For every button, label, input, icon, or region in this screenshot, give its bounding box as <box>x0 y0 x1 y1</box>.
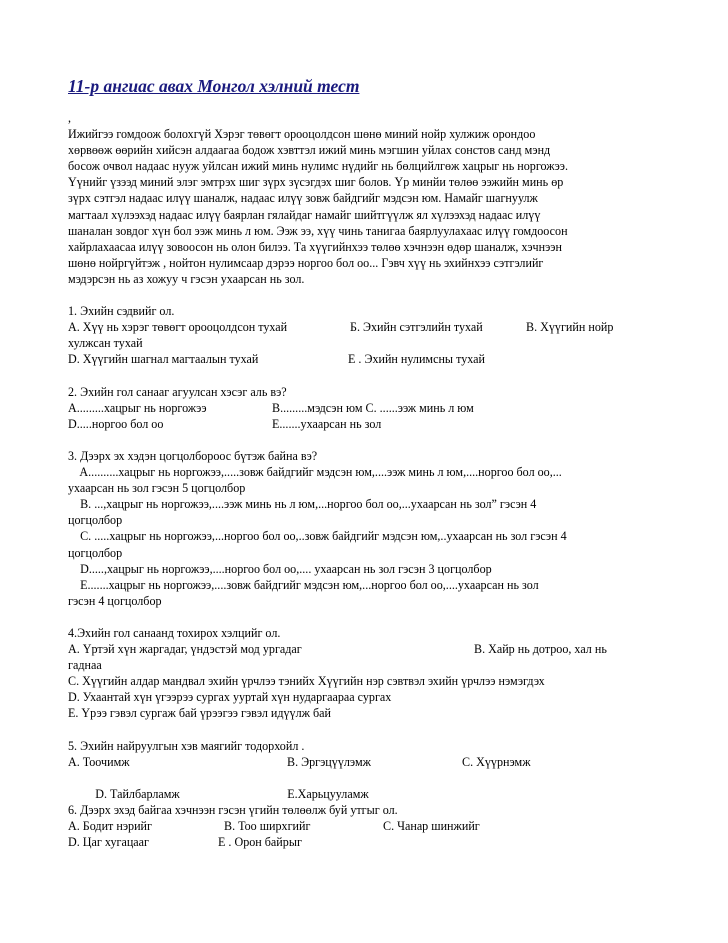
answer-option-e: E. Үрээ гэвэл сургаж бай үрээгээ гэвэл идүүлж бай <box>68 706 331 721</box>
story-line: мэдэрсэн нь аз хожуу ч гэсэн ухаарсан нь зол. <box>68 271 305 286</box>
answer-option-d: D. Тайлбарламж <box>92 786 180 801</box>
answer-line: B. ...,хацрыг нь норгожээ,....ээж минь нь л юм,...норгоо бол оо,...ухаарсан нь зол” гэсэн 4 <box>68 497 537 512</box>
answer-option-d: D. Цаг хугацааг <box>68 835 149 850</box>
answer-option-b: B. Тоо ширхгийг <box>224 819 311 834</box>
question-2 <box>68 384 668 432</box>
answer-option-b: Б. Эхийн сэтгэлийн тухай <box>350 320 483 335</box>
story-line: шаналан зовдог хүн бол ээж минь л юм. Ээж ээ, хүү чинь танигаа баярлуулахаас илүү гомдоосон <box>68 223 568 238</box>
answer-line: ухаарсан нь зол гэсэн 5 цогцолбор <box>68 481 246 496</box>
answer-line: цогцолбор <box>68 545 123 560</box>
question-text: 2. Эхийн гол санааг агуулсан хэсэг аль вэ? <box>68 384 287 399</box>
story-text <box>68 126 668 287</box>
document-body <box>68 110 668 850</box>
answer-option-d: D. Хүүгийн шагнал магтаалын тухай <box>68 352 259 367</box>
question-4 <box>68 625 668 722</box>
question-text: 5. Эхийн найруулгын хэв маягийг тодорхойл . <box>68 738 305 753</box>
answer-line: цогцолбор <box>68 513 123 528</box>
answer-option-d: D.....норгоо бол оо <box>68 416 164 431</box>
question-3 <box>68 448 668 609</box>
answer-option-c: C. Чанар шинжийг <box>383 819 480 834</box>
answer-line: A..........хацрыг нь норгожээ,.....зовж байдгийг мэдсэн юм,....ээж минь л юм,....норгоо бол оо,... <box>68 465 562 480</box>
answer-option-e: E . Орон байрыг <box>218 835 302 850</box>
answer-option-a: A. Тоочимж <box>68 754 130 769</box>
answer-line: E.......хацрыг нь норгожээ,....зовж байдгийг мэдсэн юм,...норгоо бол оо,....ухаарсан нь зол <box>68 577 539 592</box>
answer-option-e: E . Эхийн нулимсны тухай <box>348 352 485 367</box>
story-line: хайрлахаасаа илүү зовоосон нь олон билээ. Та хүүгийнхээ төлөө хэчнээн өдөр шаналж, хэчнээн <box>68 239 562 254</box>
answer-line: гэсэн 4 цогцолбор <box>68 593 162 608</box>
question-text: 3. Дээрх эх хэдэн цогцолбороос бүтэж байна вэ? <box>68 448 318 463</box>
story-line: зүрх сэтгэл надаас илүү шаналж, надаас илүү зовж байдгийг мэдсэн юм. Намайг шагнуулж <box>68 191 538 206</box>
story-line: магтаал хүлээхэд надаас илүү баярлан гялайдаг намайг шийтгүүлж ял хүлээхэд надаас илүү <box>68 207 541 222</box>
answer-option-a: A. Хүү нь хэрэг төвөгт орооцолдсон тухай <box>68 320 288 335</box>
answer-option-c: C. Хүүгийн алдар мандвал эхийн үрчлээ тэнийх Хүүгийн нэр сэвтвэл эхийн үрчлээ нэмэгдэх <box>68 674 545 689</box>
question-text: 6. Дээрх эхэд байгаа хэчнээн гэсэн үгийн төлөөлж буй утгыг ол. <box>68 803 398 818</box>
page-title: 11-р ангиас авах Монгол хэлний тест <box>68 76 360 96</box>
question-text: 4.Эхийн гол санаанд тохирох хэлцийг ол. <box>68 626 281 640</box>
answer-option-b: B. Хайр нь дотроо, хал нь <box>474 642 607 657</box>
answer-option-b-continued: гаднаа <box>68 658 102 673</box>
answer-option-e: E.......ухаарсан нь зол <box>272 416 382 431</box>
stray-comma: , <box>68 111 72 125</box>
answer-option-d: D. Ухаантай хүн үгээрээ сургах ууртай хүн нударгаараа сургах <box>68 690 392 705</box>
answer-line: C. .....хацрыг нь норгожээ,...норгоо бол оо,..зовж байдгийг мэдсэн юм,..ухаарсан нь зол гэсэн 4 <box>68 529 567 544</box>
answer-option-a: A. Үртэй хүн жаргадаг, үндэстэй мод ургадаг <box>68 642 302 657</box>
answer-line: D.....,хацрыг нь норгожээ,....норгоо бол оо,.... ухаарсан нь зол гэсэн 3 цогцолбор <box>68 561 492 576</box>
question-6 <box>68 802 668 850</box>
story-line: Үүнийг үзээд миний элэг эмтрэх шиг зүрх зүсэгдэх шиг болов. Үр минйи төлөө ээжийн минь өр <box>68 175 564 190</box>
story-line: босож очвол надаас нууж уйлсан ижий минь нулимс нүдийг нь бөлцийлгөж хацрыг нь норгожээ. <box>68 159 569 174</box>
answer-option-a: A. Бодит нэрийг <box>68 819 152 834</box>
answer-option-c-continued: хулжсан тухай <box>68 336 143 351</box>
question-text: 1. Эхийн сэдвийг ол. <box>68 304 175 319</box>
question-1 <box>68 303 668 367</box>
answer-option-c: C. Хүүрнэмж <box>462 754 531 769</box>
story-line: шөнө нойргүйтэж , нойтон нулимсаар дэрээ норгоо бол оо... Гэвч хүү нь эхийнхээ сэтгэлийг <box>68 255 544 270</box>
answer-option-b-c: B.........мэдсэн юм C. ......ээж минь л юм <box>272 400 474 415</box>
answer-option-e: E.Харьцууламж <box>287 786 369 801</box>
answer-option-a: A.........хацрыг нь норгожээ <box>68 400 207 415</box>
story-line: хөрвөөж өөрийн хийсэн алдаагаа бодож хэвттэл ижий минь мэгшин уйлах сонстов санд мэнд <box>68 143 551 158</box>
story-line: Ижийгээ гомдоож болохгүй Хэрэг төвөгт орооцолдсон шөнө миний нойр хулжиж орондоо <box>68 127 536 142</box>
answer-option-c: B. Хүүгийн нойр <box>526 320 614 335</box>
answer-option-b: B. Эргэцүүлэмж <box>287 754 371 769</box>
question-5 <box>68 738 668 801</box>
